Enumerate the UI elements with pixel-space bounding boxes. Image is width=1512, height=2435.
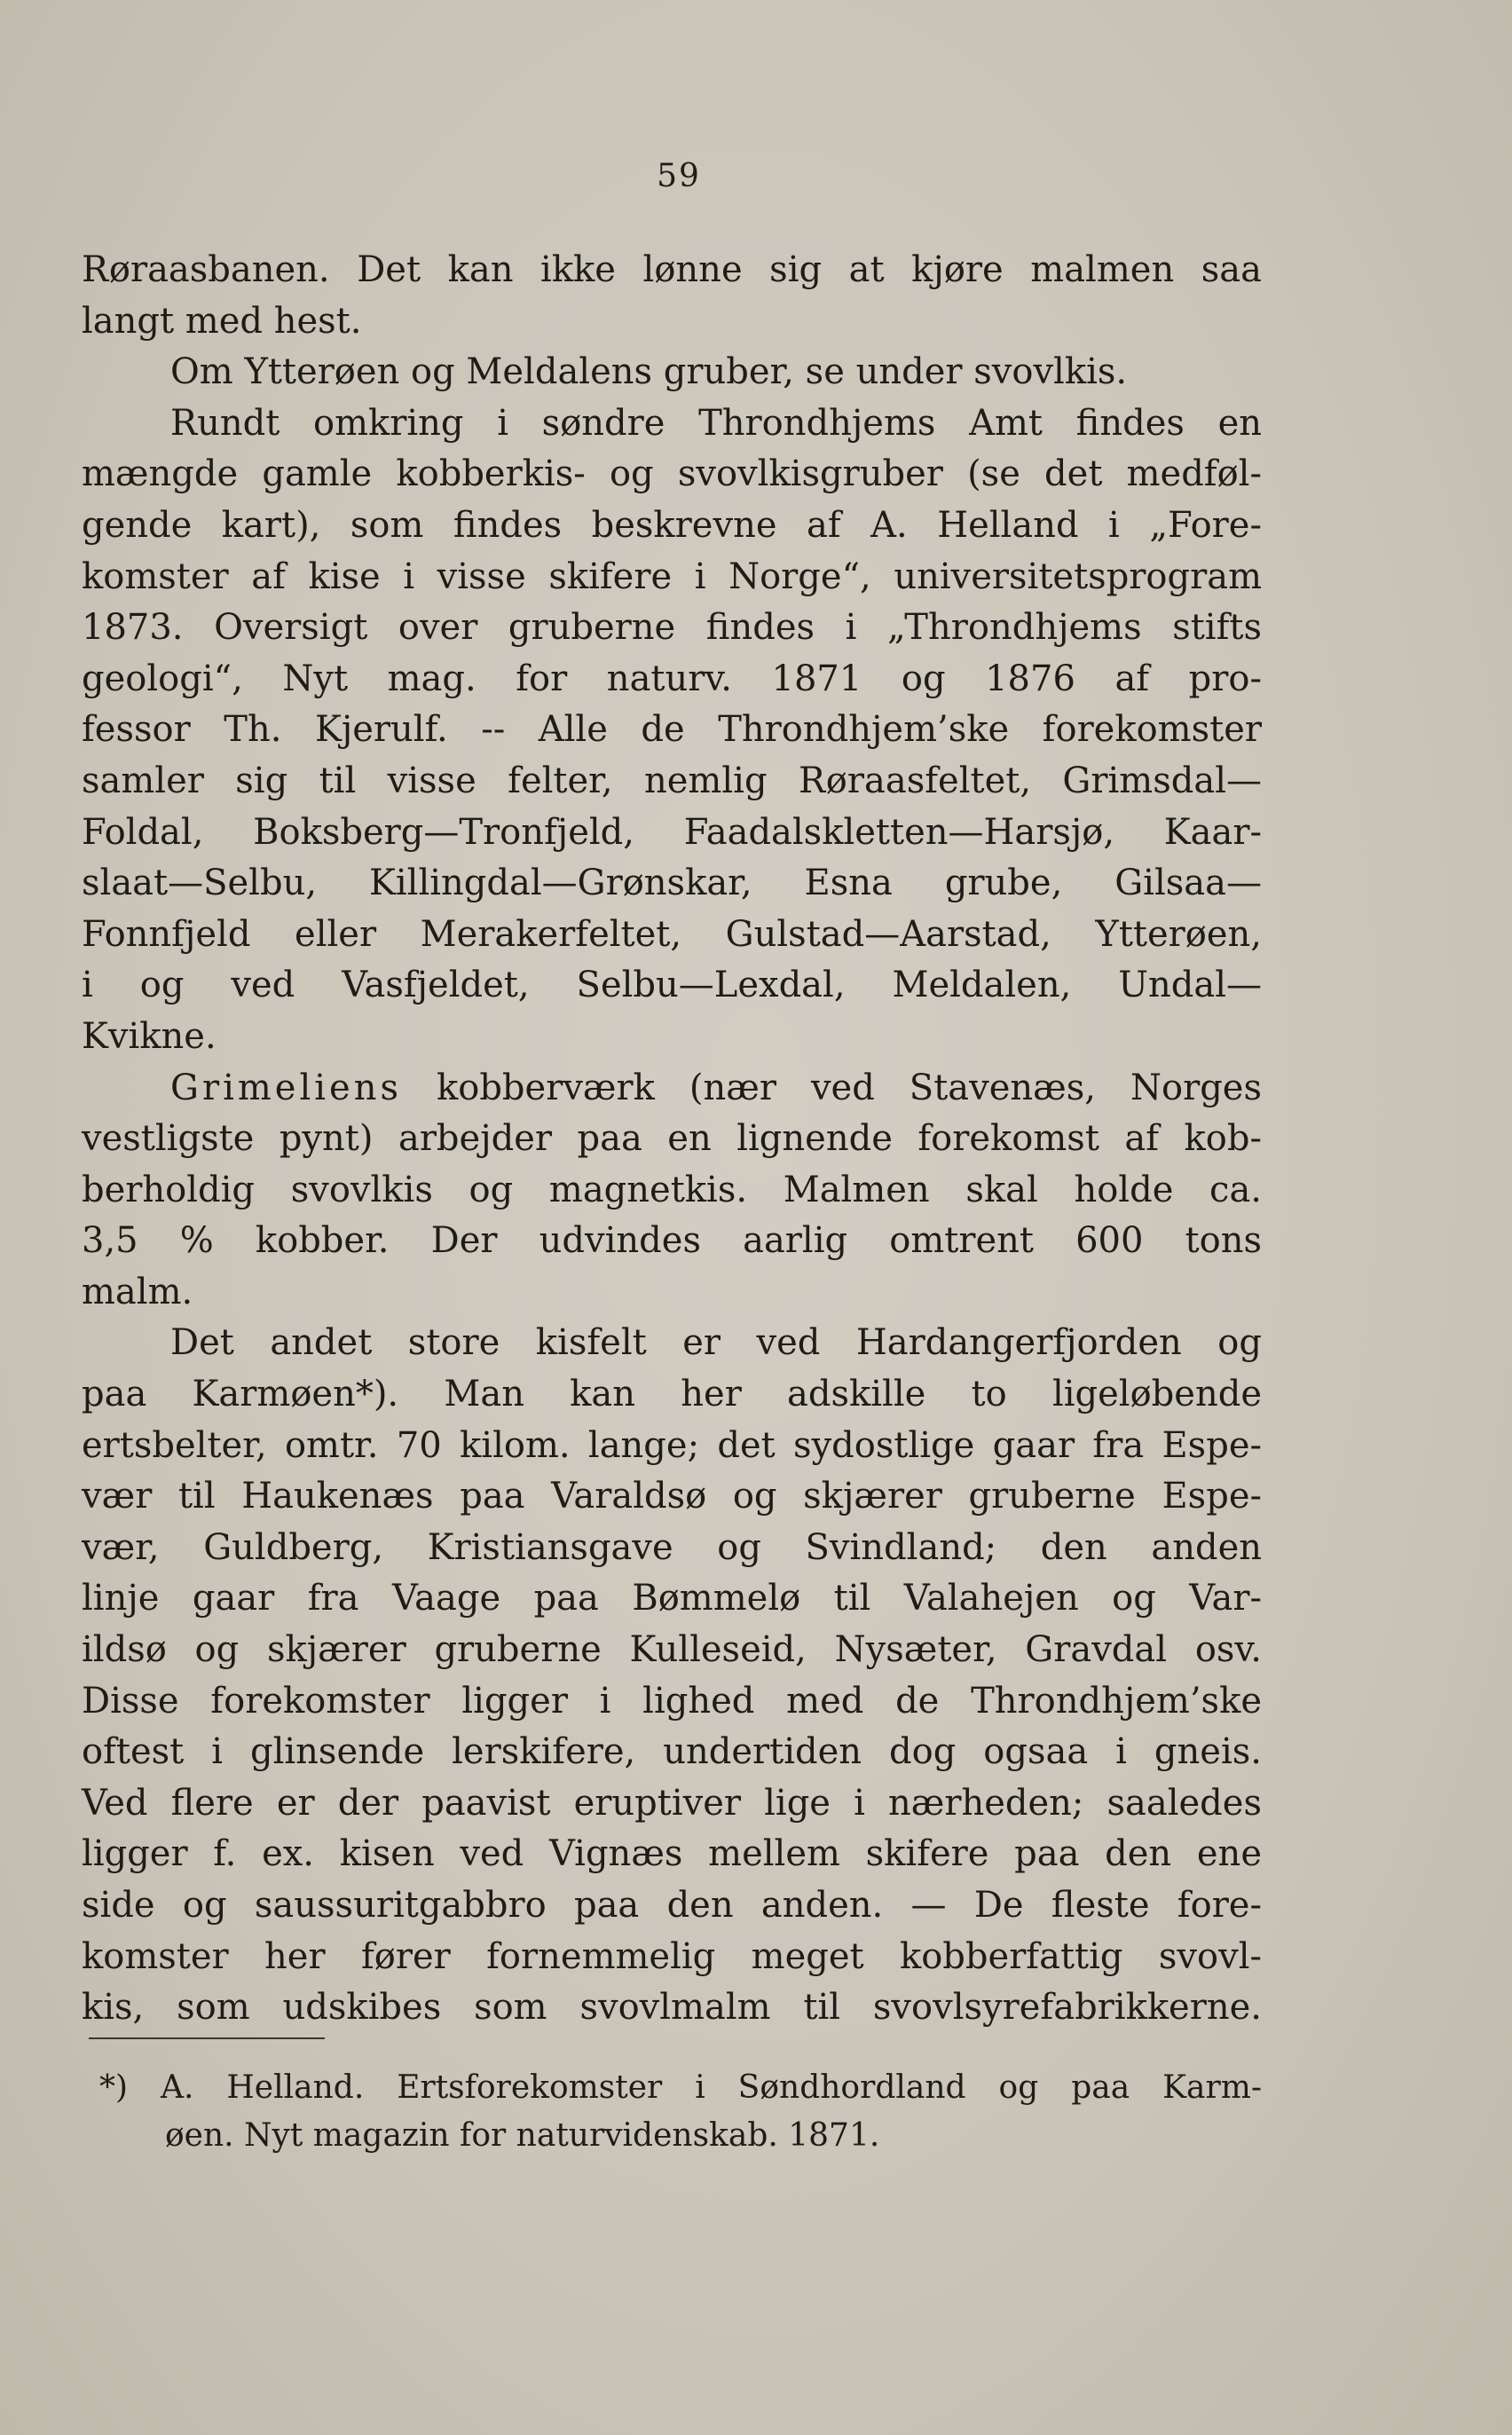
text-line: ertsbelter, omtr. 70 kilom. lange; det sydostlige gaar fra Espe- bbox=[82, 1424, 1262, 1466]
text-line: vær, Guldberg, Kristiansgave og Svindland; den anden bbox=[82, 1526, 1262, 1568]
text-line: komster af kise i visse skifere i Norge“, universitetsprogram bbox=[82, 556, 1262, 597]
text-line: Ved flere er der paavist eruptiver lige i nærheden; saaledes bbox=[82, 1782, 1262, 1824]
text-line: 3,5 % kobber. Der udvindes aarlig omtrent 600 tons bbox=[82, 1220, 1262, 1262]
text-line: Foldal, Boksberg—Tronfjeld, Faadalskletten—Harsjø, Kaar- bbox=[82, 811, 1262, 853]
text-line: Fonnfjeld eller Merakerfeltet, Gulstad—Aarstad, Ytterøen, bbox=[82, 913, 1262, 955]
text-line: ligger f. ex. kisen ved Vignæs mellem skifere paa den ene bbox=[82, 1833, 1262, 1875]
text-line: oftest i glinsende lerskifere, undertiden dog ogsaa i gneis. bbox=[82, 1731, 1262, 1773]
text-line: samler sig til visse felter, nemlig Røraasfeltet, Grimsdal— bbox=[82, 760, 1262, 801]
grimelien-rest: kobberværk (nær ved Stavenæs, Norges bbox=[402, 1067, 1262, 1108]
text-line: komster her fører fornemmelig meget kobberfattig svovl- bbox=[82, 1935, 1262, 1977]
text-line: linje gaar fra Vaage paa Bømmelø til Valahejen og Var- bbox=[82, 1578, 1262, 1619]
footnote bbox=[99, 2064, 1262, 2160]
text-line: Om Ytterøen og Meldalens gruber, se under svovlkis. bbox=[170, 351, 1128, 393]
text-line: Disse forekomster ligger i lighed med de Throndhjem’ske bbox=[82, 1680, 1262, 1722]
text-line: slaat—Selbu, Killingdal—Grønskar, Esna grube, Gilsaa— bbox=[82, 863, 1262, 904]
footnote-divider bbox=[89, 2037, 325, 2039]
text-line: 1873. Oversigt over gruberne findes i „Throndhjems stifts bbox=[82, 607, 1262, 649]
footnote-line: øen. Nyt magazin for naturvidenskab. 1871. bbox=[165, 2117, 880, 2154]
page-number: 59 bbox=[657, 158, 701, 194]
text-line: malm. bbox=[82, 1271, 193, 1312]
text-line: side og saussuritgabbro paa den anden. — De fleste fore- bbox=[82, 1885, 1262, 1926]
body-text bbox=[82, 245, 1262, 2034]
text-line: langt med hest. bbox=[82, 300, 362, 342]
text-line: i og ved Vasfjeldet, Selbu—Lexdal, Meldalen, Undal— bbox=[82, 965, 1262, 1006]
text-line: fessor Th. Kjerulf. -- Alle de Throndhjem’ske forekomster bbox=[82, 709, 1262, 751]
text-line: Det andet store kisfelt er ved Hardangerfjorden og bbox=[170, 1322, 1262, 1364]
text-line: vær til Haukenæs paa Varaldsø og skjærer gruberne Espe- bbox=[82, 1476, 1262, 1517]
text-line: ildsø og skjærer gruberne Kulleseid, Nysæter, Gravdal osv. bbox=[82, 1629, 1262, 1671]
text-line: berholdig svovlkis og magnetkis. Malmen skal holde ca. bbox=[82, 1169, 1262, 1210]
text-line bbox=[82, 1063, 1262, 1115]
footnote-line: *) A. Helland. Ertsforekomster i Søndhordland og paa Karm- bbox=[99, 2069, 1262, 2106]
text-line: Kvikne. bbox=[82, 1015, 217, 1057]
text-line: gende kart), som findes beskrevne af A. Helland i „Fore- bbox=[82, 504, 1262, 546]
text-line: Rundt omkring i søndre Throndhjems Amt findes en bbox=[170, 402, 1262, 444]
text-line: mængde gamle kobberkis- og svovlkisgruber (se det medføl- bbox=[82, 453, 1262, 495]
text-line: vestligste pynt) arbejder paa en lignende forekomst af kob- bbox=[82, 1118, 1262, 1160]
text-line: Røraasbanen. Det kan ikke lønne sig at kjøre malmen saa bbox=[82, 249, 1262, 290]
grimelien-name: Grimeliens bbox=[170, 1067, 403, 1108]
text-line: kis, som udskibes som svovlmalm til svovlsyrefabrikkerne. bbox=[82, 1987, 1262, 2029]
text-line: paa Karmøen*). Man kan her adskille to ligeløbende bbox=[82, 1374, 1262, 1415]
text-line: geologi“, Nyt mag. for naturv. 1871 og 1876 af pro- bbox=[82, 658, 1262, 699]
